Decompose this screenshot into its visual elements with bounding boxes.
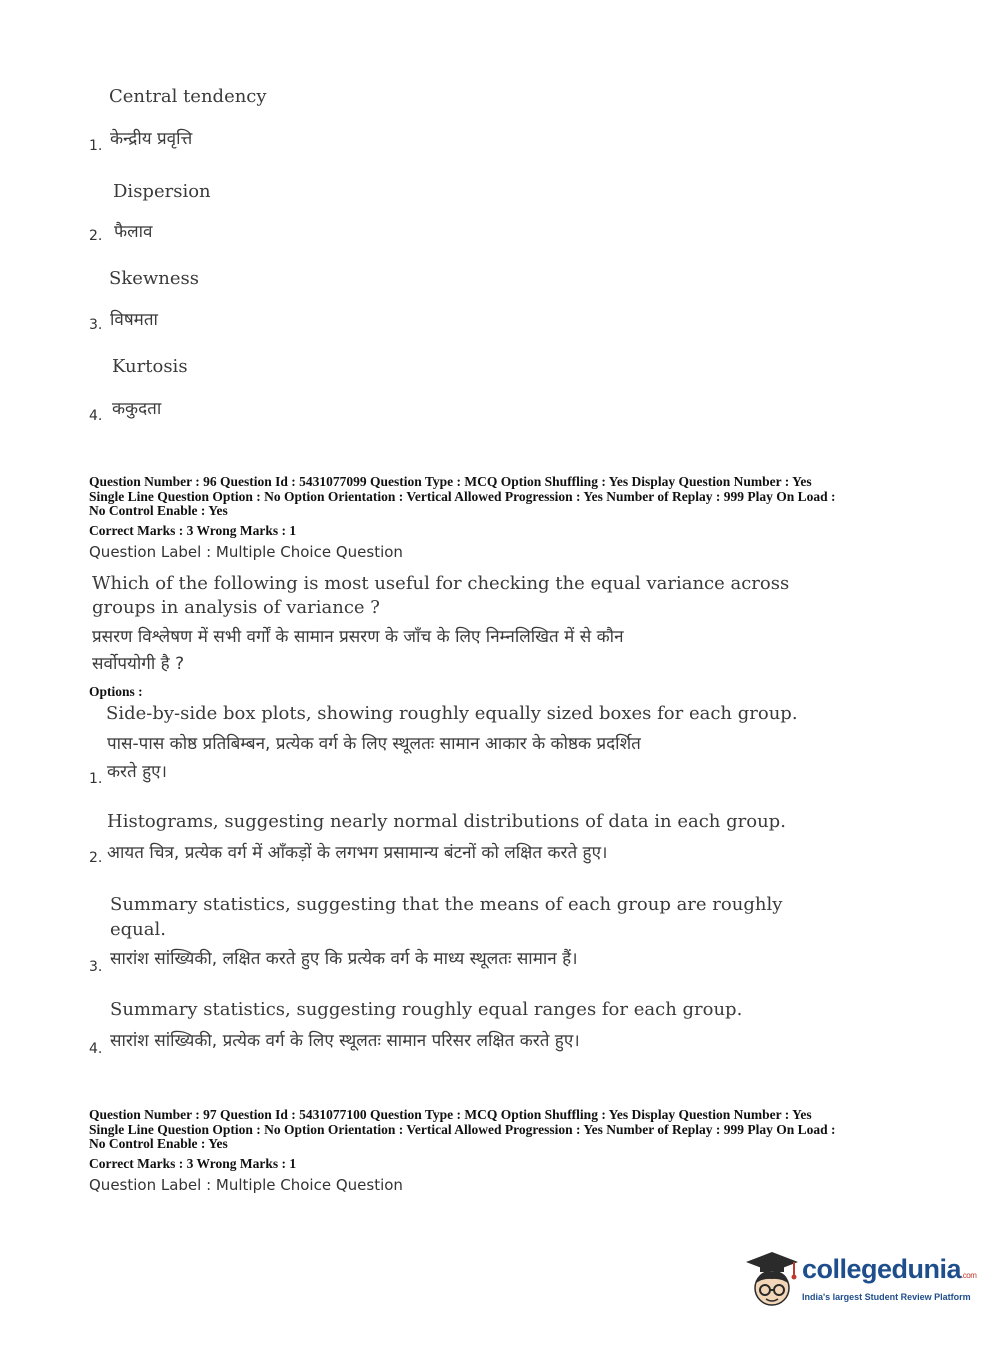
collegedunia-logo — [742, 1248, 977, 1312]
q96-option-3-english-2: equal. — [110, 919, 166, 940]
prev-option-2-hindi: फैलाव — [114, 222, 153, 242]
q96-meta-line1: Question Number : 96 Question Id : 5431077099 Question Type : MCQ Option Shuffling : Yes Display Question Number : Yes — [89, 474, 812, 489]
prev-option-4-number: 4. — [89, 408, 103, 424]
q97-meta-line2: Single Line Question Option : No Option Orientation : Vertical Allowed Progression : Yes Number of Replay : 999 Play On Load : — [89, 1121, 836, 1137]
q96-option-2-english: Histograms, suggesting nearly normal distributions of data in each group. — [107, 811, 786, 832]
logo-wordmark — [802, 1254, 976, 1285]
q96-option-1-hindi-2: करते हुए। — [107, 762, 167, 782]
prev-option-2-english: Dispersion — [113, 181, 211, 202]
prev-option-1-hindi: केन्द्रीय प्रवृत्ति — [110, 129, 193, 149]
q96-text-en-2: groups in analysis of variance ? — [92, 597, 380, 618]
q97-label: Question Label : Multiple Choice Question — [89, 1176, 403, 1194]
logo-name-text: collegedunia — [802, 1254, 962, 1284]
prev-option-1-number: 1. — [89, 138, 103, 154]
q96-option-1-hindi-1: पास-पास कोष्ठ प्रतिबिम्बन, प्रत्येक वर्ग के लिए स्थूलतः सामान आकार के कोष्ठक प्रदर्शित — [107, 734, 641, 754]
q96-meta — [89, 475, 919, 519]
q96-option-2-hindi: आयत चित्र, प्रत्येक वर्ग में आँकड़ों के लगभग प्रसामान्य बंटनों को लक्षित करते हुए। — [107, 843, 608, 863]
prev-option-3-number: 3. — [89, 317, 103, 333]
q96-text-en-1: Which of the following is most useful for checking the equal variance across — [92, 573, 790, 594]
prev-option-4-hindi: ककुदता — [112, 399, 162, 419]
q96-option-2-number: 2. — [89, 850, 103, 866]
q96-option-1-number: 1. — [89, 771, 103, 787]
q96-option-4-number: 4. — [89, 1041, 103, 1057]
prev-option-4-english: Kurtosis — [112, 356, 188, 377]
q96-option-3-number: 3. — [89, 959, 103, 975]
logo-suffix: .com — [961, 1271, 977, 1280]
q97-meta-line1: Question Number : 97 Question Id : 5431077100 Question Type : MCQ Option Shuffling : Yes Display Question Number : Yes — [89, 1107, 812, 1122]
q96-meta-line3: No Control Enable : Yes — [89, 503, 228, 518]
q96-text-hi-1: प्रसरण विश्लेषण में सभी वर्गों के सामान प्रसरण के जाँच के लिए निम्नलिखित में से कौन — [92, 627, 624, 647]
q97-marks: Correct Marks : 3 Wrong Marks : 1 — [89, 1156, 297, 1171]
q96-text-hi-2: सर्वोपयोगी है ? — [92, 654, 185, 674]
q96-marks: Correct Marks : 3 Wrong Marks : 1 — [89, 523, 297, 538]
q96-option-3-hindi: सारांश सांख्यिकी, लक्षित करते हुए कि प्रत्येक वर्ग के माध्य स्थूलतः सामान हैं। — [110, 949, 578, 969]
student-mascot-icon — [742, 1248, 800, 1312]
q96-option-3-english-1: Summary statistics, suggesting that the means of each group are roughly — [110, 894, 783, 915]
q96-option-4-hindi: सारांश सांख्यिकी, प्रत्येक वर्ग के लिए स्थूलतः सामान परिसर लक्षित करते हुए। — [110, 1031, 580, 1051]
logo-tagline: India's largest Student Review Platform — [802, 1292, 971, 1302]
q97-meta — [89, 1108, 919, 1152]
prev-option-2-number: 2. — [89, 228, 103, 244]
q96-option-4-english: Summary statistics, suggesting roughly equal ranges for each group. — [110, 999, 743, 1020]
prev-option-1-english: Central tendency — [109, 86, 267, 107]
q96-options-label: Options : — [89, 684, 143, 699]
q96-option-1-english: Side-by-side box plots, showing roughly equally sized boxes for each group. — [106, 703, 798, 724]
prev-option-3-hindi: विषमता — [110, 310, 158, 330]
q96-label: Question Label : Multiple Choice Question — [89, 543, 403, 561]
q97-meta-line3: No Control Enable : Yes — [89, 1136, 228, 1151]
q96-meta-line2: Single Line Question Option : No Option Orientation : Vertical Allowed Progression : Yes Number of Replay : 999 Play On Load : — [89, 488, 836, 504]
prev-option-3-english: Skewness — [109, 268, 200, 289]
